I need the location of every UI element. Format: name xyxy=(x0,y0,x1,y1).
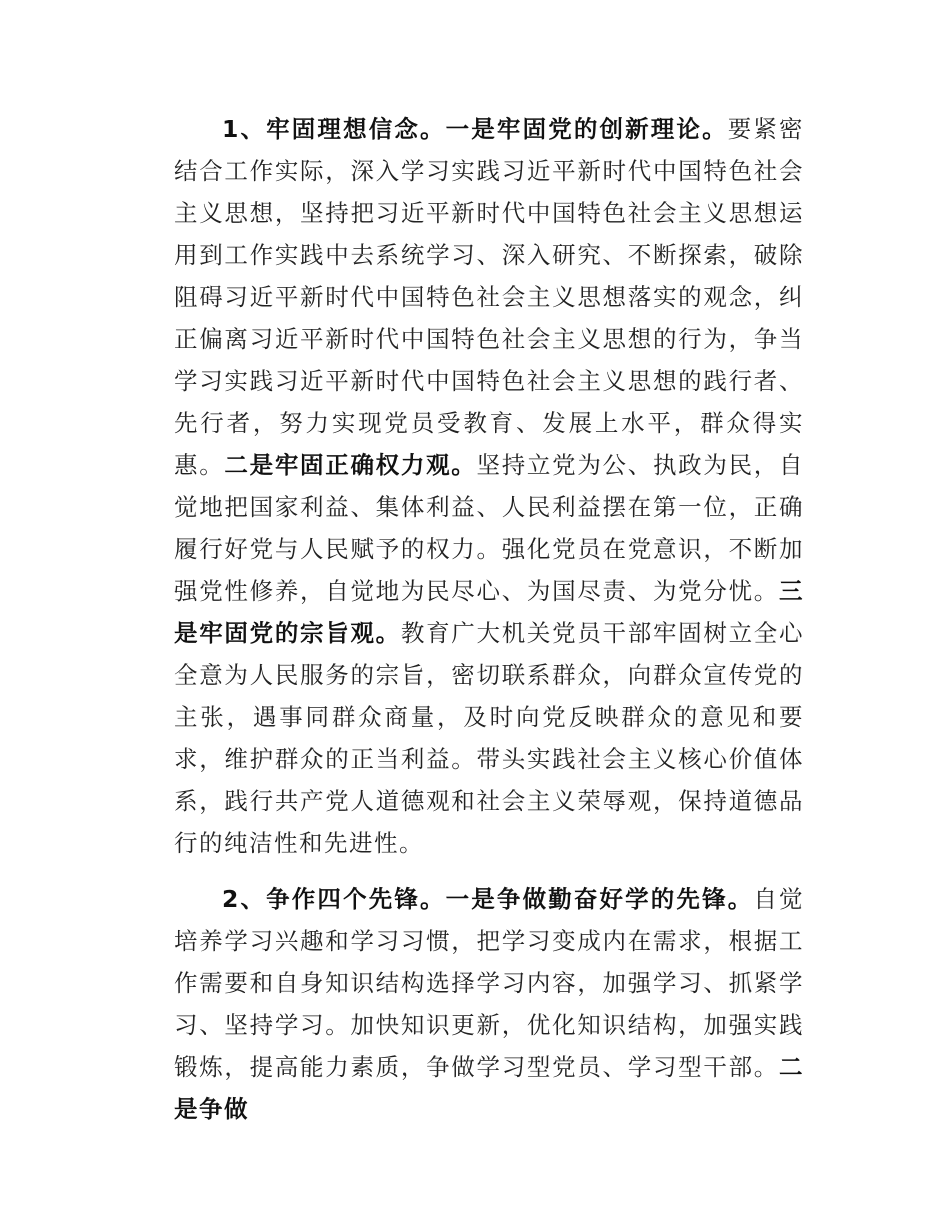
document-body xyxy=(174,108,804,1130)
point-1-2-body: 坚持立党为公、执政为民，自觉地把国家利益、集体利益、人民利益摆在第一位，正确履行好党与人民赋予的权力。强化党员在党意识，不断加强党性修养，自觉地为民尽心、为国尽责、为党分忧。 xyxy=(174,451,805,605)
heading-2-label: 2、争作四个先锋。 xyxy=(222,885,446,913)
point-2-1-body: 自觉培养学习兴趣和学习习惯，把学习变成内在需求，根据工作需要和自身知识结构选择学习内容，加强学习、抓紧学习、坚持学习。加快知识更新，优化知识结构，加强实践锻炼，提高能力素质，争做学习型党员、学习型干部。 xyxy=(174,885,805,1081)
point-1-1-title: 一是牢固党的创新理论。 xyxy=(445,115,728,143)
point-2-2-title: 二是争做 xyxy=(174,1053,804,1123)
heading-1-label: 1、牢固理想信念。 xyxy=(222,115,446,143)
point-1-2-title: 二是牢固正确权力观。 xyxy=(224,451,477,479)
point-1-3-title: 三是牢固党的宗旨观。 xyxy=(174,577,804,647)
point-2-1-title: 一是争做勤奋好学的先锋。 xyxy=(445,885,754,913)
paragraph-1 xyxy=(174,108,804,864)
point-1-3-body: 教育广大机关党员干部牢固树立全心全意为人民服务的宗旨，密切联系群众，向群众宣传党的主张，遇事同群众商量，及时向党反映群众的意见和要求，维护群众的正当利益。带头实践社会主义核心价值体系，践行共产党人道德观和社会主义荣辱观，保持道德品行的纯洁性和先进性。 xyxy=(174,619,804,857)
paragraph-2 xyxy=(174,878,804,1130)
point-1-1-body: 要紧密结合工作实际，深入学习实践习近平新时代中国特色社会主义思想，坚持把习近平新时代中国特色社会主义思想运用到工作实践中去系统学习、深入研究、不断探索，破除阻碍习近平新时代中国特色社会主义思想落实的观念，纠正偏离习近平新时代中国特色社会主义思想的行为，争当学习实践习近平新时代中国特色社会主义思想的践行者、先行者，努力实现党员受教育、发展上水平，群众得实惠。 xyxy=(174,115,805,479)
